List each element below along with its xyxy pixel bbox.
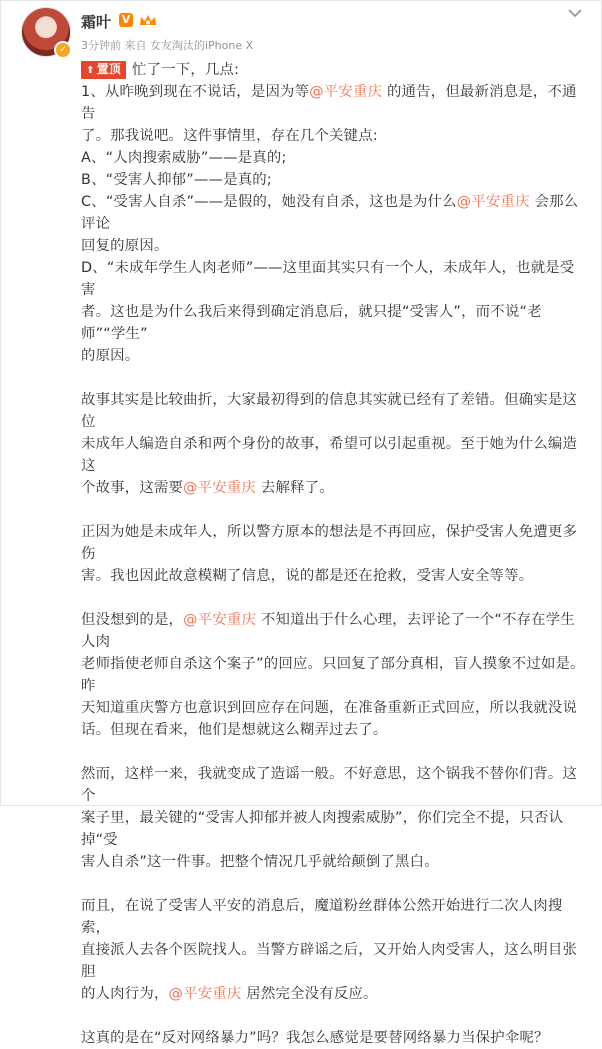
pin-icon: ⬆	[86, 65, 95, 76]
verified-v-icon[interactable]: V	[119, 13, 133, 27]
mention-link[interactable]: @平安重庆	[168, 986, 242, 1002]
mention-link[interactable]: @平安重庆	[456, 194, 530, 210]
content-line: 直接派人去各个医院找人。当警方辟谣之后，又开始人肉受害人，这么明目张胆	[81, 942, 578, 980]
paragraph-gap	[81, 499, 586, 521]
content-text: 的人肉行为，	[81, 986, 169, 1002]
paragraph-gap	[81, 587, 586, 609]
content-line: 案子里，最关键的“受害人抑郁并被人肉搜索威胁”，你们完全不提，只否认掉“受	[81, 810, 564, 848]
content-line: 然而，这样一来，我就变成了造谣一般。不好意思，这个锅我不替你们背。这个	[81, 766, 578, 804]
verified-badge-icon: ✓	[54, 41, 72, 59]
username[interactable]: 霜叶	[81, 13, 112, 31]
content-text: 的通告，但最新消息是，不通告	[81, 84, 577, 122]
content-text: 居然完全没有反应。	[241, 986, 378, 1002]
content-line	[81, 983, 586, 1005]
mention-link[interactable]: @平安重庆	[183, 612, 257, 628]
content-line	[81, 81, 586, 125]
content-line: B、“受害人抑郁”——是真的;	[81, 172, 272, 188]
content-line: 了。那我说吧。这件事情里，存在几个关键点:	[81, 128, 378, 144]
content-text: 不知道出于什么心理，去评论了一个“不存在学生人肉	[81, 612, 575, 650]
content-line: D、“未成年学生人肉老师”——这里面其实只有一个人，未成年人，也就是受害	[81, 260, 575, 298]
paragraph-gap	[81, 1005, 586, 1027]
content-line: 害。我也因此故意模糊了信息，说的都是还在抢救，受害人安全等等。	[81, 568, 534, 584]
content-line: 者。这也是为什么我后来得到确定消息后，就只提“受害人”，而不说“老师”“学生”	[81, 304, 542, 342]
content-line	[81, 477, 586, 499]
content-line: 天知道重庆警方也意识到回应存在问题，在准备重新正式回应，所以我就没说	[81, 700, 578, 716]
content-text: 去解释了。	[256, 480, 334, 496]
content-line: 的原因。	[81, 348, 140, 364]
content-line: 而且，在说了受害人平安的消息后，魔道粉丝群体公然开始进行二次人肉搜索，	[81, 898, 563, 936]
content-text: 个故事，这需要	[81, 480, 184, 496]
content-line	[81, 191, 586, 235]
post-content	[81, 59, 586, 1049]
chevron-down-icon[interactable]	[567, 7, 583, 19]
content-line	[81, 59, 586, 81]
content-line: 正因为她是未成年人，所以警方原本的想法是不再回应，保护受害人免遭更多伤	[81, 524, 578, 562]
content-line: 话。但现在看来，他们是想就这么糊弄过去了。	[81, 722, 388, 738]
content-text: 会那么评论	[81, 194, 579, 232]
post-meta[interactable]: 3分钟前 来自 女友淘汰的iPhone X	[81, 39, 254, 52]
vip-crown-icon[interactable]	[138, 12, 158, 28]
content-text: 1、从昨晚到现在不说话，是因为等	[81, 84, 310, 100]
mention-link[interactable]: @平安重庆	[309, 84, 383, 100]
content-line: 故事其实是比较曲折，大家最初得到的信息其实就已经有了差错。但确实是这位	[81, 392, 578, 430]
content-text: 但没想到的是，	[81, 612, 184, 628]
content-line: 老师指使老师自杀这个案子”的回应。只回复了部分真相，盲人摸象不过如是。昨	[81, 656, 585, 694]
content-text: 忙了一下，几点:	[132, 62, 240, 78]
content-line	[81, 609, 586, 653]
paragraph-gap	[81, 367, 586, 389]
paragraph-gap	[81, 741, 586, 763]
content-line: 这真的是在“反对网络暴力”吗？我怎么感觉是要替网络暴力当保护伞呢？	[81, 1030, 549, 1046]
content-line: 未成年人编造自杀和两个身份的故事，希望可以引起重视。至于她为什么编造这	[81, 436, 578, 474]
content-line: A、“人肉搜索威胁”——是真的;	[81, 150, 287, 166]
content-line: 害人自杀”这一件事。把整个情况几乎就给颠倒了黑白。	[81, 854, 439, 870]
content-line: 回复的原因。	[81, 238, 169, 254]
pin-badge	[81, 61, 126, 79]
paragraph-gap	[81, 873, 586, 895]
content-text: C、“受害人自杀”——是假的，她没有自杀，这也是为什么	[81, 194, 457, 210]
mention-link[interactable]: @平安重庆	[183, 480, 257, 496]
pin-label: 置顶	[96, 62, 121, 76]
